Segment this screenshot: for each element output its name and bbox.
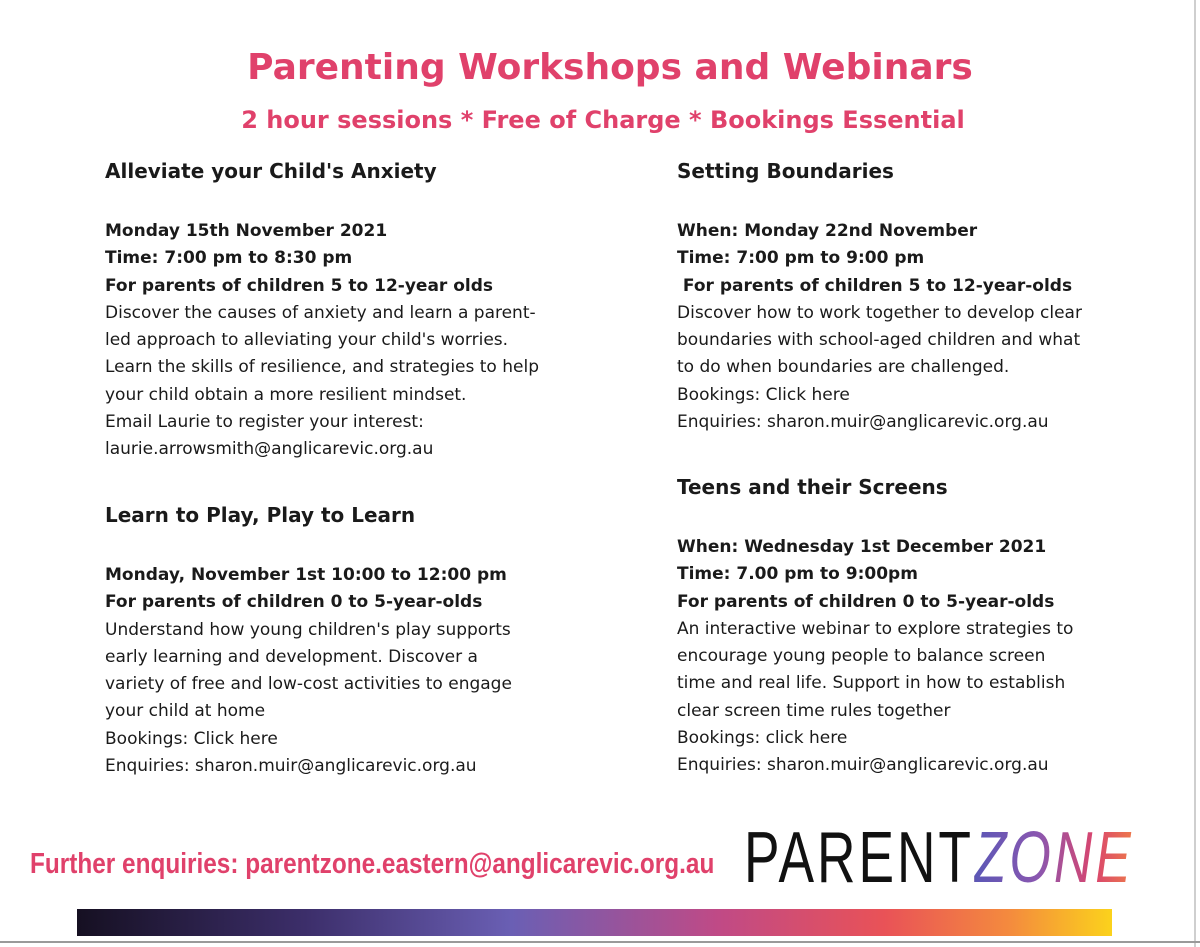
workshop-description: your child obtain a more resilient mindset. [105,384,467,405]
further-enquiries-email[interactable]: Further enquiries: parentzone.eastern@anglicarevic.org.au [30,848,715,880]
workshop-boundaries [677,155,1200,436]
workshop-description: to do when boundaries are challenged. [677,357,1010,378]
workshop-description: time and real life. Support in how to establish [677,673,1066,694]
workshop-audience: For parents of children 5 to 12-year olds [105,275,494,296]
workshop-description: encourage young people to balance screen [677,646,1046,667]
workshop-time: Time: 7:00 pm to 8:30 pm [105,248,353,269]
workshop-description: led approach to alleviating your child's worries. [105,330,509,351]
workshop-description: boundaries with school-aged children and what [677,330,1081,351]
workshop-description: Understand how young children's play supports [105,619,511,640]
page-title: Parenting Workshops and Webinars [247,47,973,88]
workshop-date: Monday 15th November 2021 [105,221,388,241]
bookings-link[interactable]: Bookings: Click here [677,384,850,405]
brand-gradient-bar [77,909,1112,936]
workshop-description: An interactive webinar to explore strategies to [677,618,1074,639]
workshop-description: Discover how to work together to develop clear [677,302,1082,323]
bookings-link[interactable]: Bookings: click here [677,728,848,749]
workshop-description: variety of free and low-cost activities to engage [105,674,512,695]
enquiries-email-link[interactable]: Enquiries: sharon.muir@anglicarevic.org.au [677,755,1049,776]
logo-part-zone: ZONE [973,818,1134,898]
enquiries-email-link[interactable]: Enquiries: sharon.muir@anglicarevic.org.au [105,756,477,777]
workshop-register-note: Email Laurie to register your interest: [105,412,424,433]
workshop-audience: For parents of children 0 to 5-year-olds [105,592,483,613]
workshop-title: Alleviate your Child's Anxiety [105,159,437,183]
workshop-date: When: Wednesday 1st December 2021 [677,537,1047,557]
workshop-email-link[interactable]: laurie.arrowsmith@anglicarevic.org.au [105,439,434,460]
workshop-description: early learning and development. Discover a [105,646,478,667]
workshop-anxiety [105,155,665,464]
workshop-description: clear screen time rules together [677,700,951,721]
page-subtitle: 2 hour sessions * Free of Charge * Bookings Essential [241,106,965,134]
workshop-date: When: Monday 22nd November [677,221,978,241]
parentzone-logo [744,816,1134,900]
workshop-audience: For parents of children 5 to 12-year-olds [677,275,1073,296]
workshop-title: Setting Boundaries [677,159,894,183]
workshop-description: your child at home [105,701,266,722]
workshop-title: Learn to Play, Play to Learn [105,503,416,527]
workshop-time: Time: 7.00 pm to 9:00pm [677,564,918,585]
workshop-screens [677,471,1200,780]
workshop-title: Teens and their Screens [677,475,948,499]
workshop-time: Time: 7:00 pm to 9:00 pm [677,248,925,269]
workshop-description: Discover the causes of anxiety and learn a parent- [105,302,536,323]
page-edge-bottom [0,941,1200,943]
enquiries-email-link[interactable]: Enquiries: sharon.muir@anglicarevic.org.au [677,412,1049,433]
workshop-audience: For parents of children 0 to 5-year-olds [677,591,1055,612]
workshop-play [105,499,665,780]
logo-part-parent: PARENT [744,818,974,898]
bookings-link[interactable]: Bookings: Click here [105,728,278,749]
workshop-date: Monday, November 1st 10:00 to 12:00 pm [105,565,507,585]
workshop-description: Learn the skills of resilience, and strategies to help [105,357,539,378]
